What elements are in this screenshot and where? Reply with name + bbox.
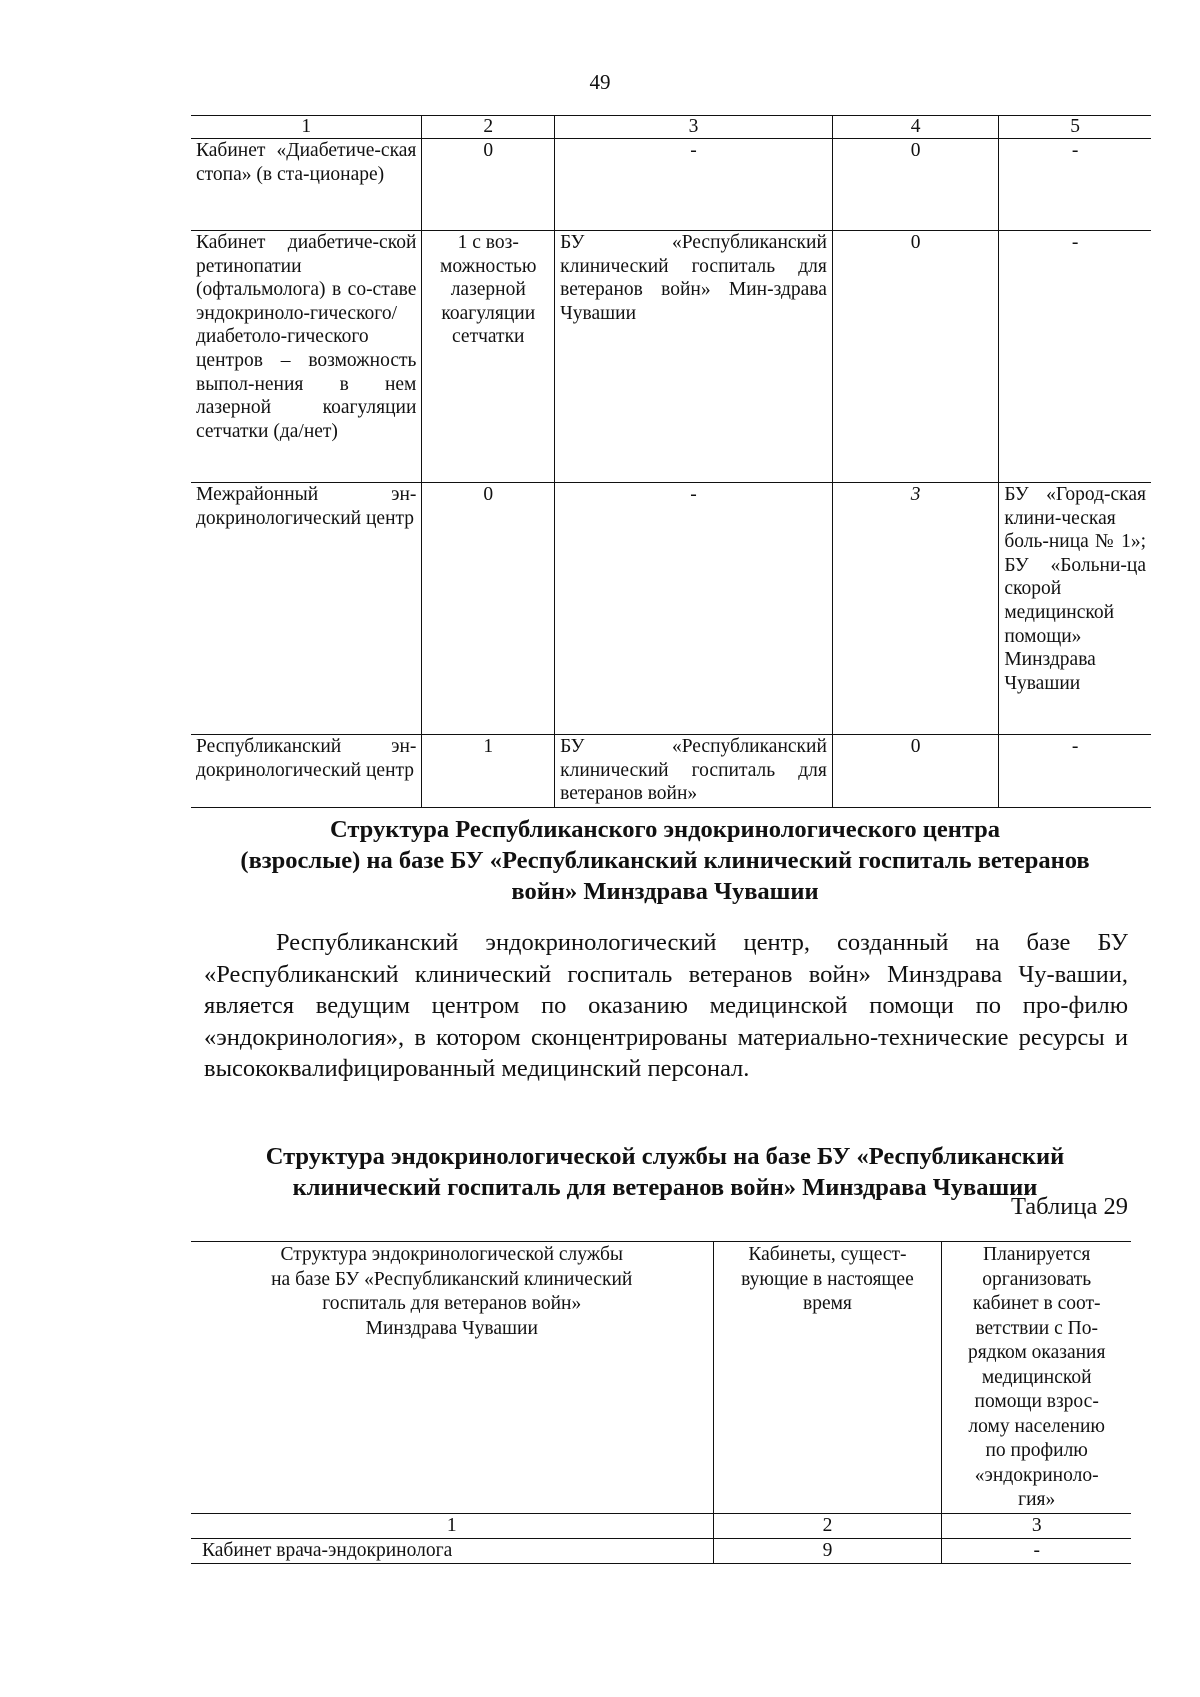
- cell-organization: БУ «Город-ская клини-ческая боль-ница № 1»; БУ «Больни-ца скорой медицинской помощи» Минздрава Чувашии: [999, 483, 1151, 735]
- cell-unit-name: Республиканский эн-докринологический центр: [191, 735, 422, 808]
- table-row: [191, 1538, 1131, 1563]
- heading-line: войн» Минздрава Чувашии: [511, 878, 819, 905]
- cell-value: -: [999, 139, 1151, 231]
- heading-line: Структура эндокринологической службы на базе БУ «Республиканский: [265, 1143, 1065, 1170]
- cell-unit-name: Межрайонный эн-докринологический центр: [191, 483, 422, 735]
- cell-value: -: [555, 483, 833, 735]
- cell-value: 0: [832, 231, 998, 483]
- cell-value: 9: [713, 1538, 942, 1563]
- column-number: 3: [555, 116, 833, 139]
- table-label: Таблица 29: [1010, 1193, 1128, 1220]
- table-header-row: [191, 1242, 1131, 1514]
- table-row: [191, 231, 1151, 483]
- table-endocrinology-service: [191, 1241, 1131, 1564]
- heading-line: (взрослые) на базе БУ «Республиканский клинический госпиталь ветеранов: [240, 847, 1090, 874]
- cell-value: -: [942, 1538, 1131, 1563]
- cell-unit-name: Кабинет врача-эндокринолога: [191, 1538, 713, 1563]
- table-services: [191, 115, 1151, 808]
- column-number: 1: [191, 116, 422, 139]
- column-number: 5: [999, 116, 1151, 139]
- cell-value: 0: [422, 483, 555, 735]
- section-heading-service-structure: [190, 1141, 1140, 1203]
- table-row: [191, 483, 1151, 735]
- column-number: 2: [713, 1513, 942, 1538]
- cell-value: 1 с воз-можностью лазерной коагуляции сетчатки: [422, 231, 555, 483]
- body-paragraph: Республиканский эндокринологический центр, созданный на базе БУ «Республиканский клинический госпиталь ветеранов войн» Минздрава Чу-вашии, является ведущим центром по оказанию медицинской помощи по про-филю «эндокринология», в котором сконцентрированы материально-технические ресурсы и высококвалифицированный медицинский персонал.: [204, 929, 1128, 1082]
- cell-value: 0: [422, 139, 555, 231]
- table-row: [191, 139, 1151, 231]
- column-number: 4: [832, 116, 998, 139]
- heading-line: Структура Республиканского эндокринологического центра: [329, 816, 1001, 843]
- table-column-numbers: [191, 116, 1151, 139]
- cell-organization: БУ «Республиканский клинический госпиталь для ветеранов войн»: [555, 735, 833, 808]
- page-number: 49: [589, 70, 611, 94]
- cell-value: 3: [832, 483, 998, 735]
- column-header: Планируется организовать кабинет в соот- ветствии с По- рядком оказания медицинской помощи взрос- лому населению по профилю «эндокриноло- гия»: [942, 1242, 1131, 1514]
- cell-unit-name: Кабинет «Диабетиче-ская стопа» (в ста-ционаре): [191, 139, 422, 231]
- cell-unit-name: Кабинет диабетиче-ской ретинопатии (офтальмолога) в со-ставе эндокриноло-гического/диабетоло-гического центров – возможность выпол-нения в нем лазерной коагуляции сетчатки (да/нет): [191, 231, 422, 483]
- cell-organization: БУ «Республиканский клинический госпиталь для ветеранов войн» Мин-здрава Чувашии: [555, 231, 833, 483]
- section-heading-center-structure: [190, 814, 1140, 907]
- cell-value: 0: [832, 735, 998, 808]
- cell-value: -: [999, 735, 1151, 808]
- column-header: Кабинеты, сущест- вующие в настоящее время: [713, 1242, 942, 1514]
- column-header: Структура эндокринологической службы на базе БУ «Республиканский клинический госпиталь для ветеранов войн» Минздрава Чувашии: [191, 1242, 713, 1514]
- cell-value: 1: [422, 735, 555, 808]
- table-row: [191, 735, 1151, 808]
- column-number: 3: [942, 1513, 1131, 1538]
- column-number: 1: [191, 1513, 713, 1538]
- cell-value: -: [999, 231, 1151, 483]
- table-column-numbers: [191, 1513, 1131, 1538]
- column-number: 2: [422, 116, 555, 139]
- cell-value: -: [555, 139, 833, 231]
- heading-line: клинический госпиталь для ветеранов войн» Минздрава Чувашии: [292, 1174, 1038, 1201]
- cell-value: 0: [832, 139, 998, 231]
